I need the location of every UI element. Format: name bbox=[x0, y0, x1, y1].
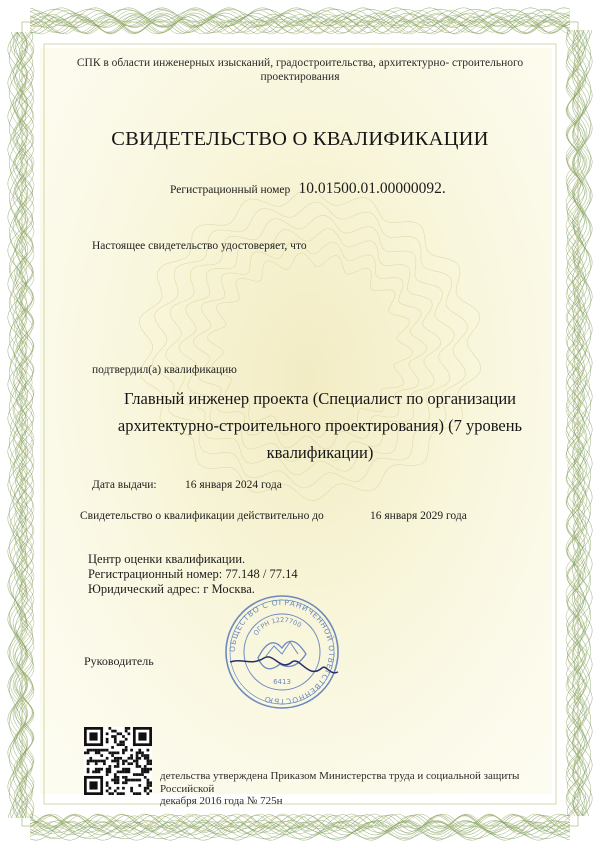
registration-line bbox=[170, 180, 446, 198]
confirmed-text: подтвердил(а) квалификацию bbox=[92, 364, 237, 376]
issue-date: 16 января 2024 года bbox=[185, 479, 282, 491]
footer-line-1: детельства утверждена Приказом Министерства труда и социальной защиты Российской bbox=[160, 770, 520, 795]
qr-code bbox=[84, 727, 152, 795]
center-address: Юридический адрес: г Москва. bbox=[88, 582, 255, 596]
certifies-text: Настоящее свидетельство удостоверяет, что bbox=[92, 240, 307, 252]
svg-text:ОГРН 1227700: ОГРН 1227700 bbox=[251, 615, 303, 638]
legal-footer bbox=[160, 770, 555, 808]
issue-date-label: Дата выдачи: bbox=[92, 479, 157, 491]
qualification-block bbox=[110, 385, 530, 466]
svg-text:6413: 6413 bbox=[273, 678, 291, 686]
center-registration: Регистрационный номер: 77.148 / 77.14 bbox=[88, 567, 298, 581]
issuer-header: СПК в области инженерных изысканий, градостроительства, архитектурно- строительного проектирования bbox=[76, 57, 524, 83]
registration-label: Регистрационный номер bbox=[170, 184, 291, 196]
registration-number: 10.01500.01.00000092. bbox=[298, 180, 446, 197]
footer-line-2: декабря 2016 года № 725н bbox=[160, 795, 283, 807]
qualification-line-2: архитектурно-строительного проектирования) (7 уровень bbox=[117, 416, 523, 435]
svg-text:ОБЩЕСТВО С ОГРАНИЧЕННОЙ ОТВЕТС: ОБЩЕСТВО С ОГРАНИЧЕННОЙ ОТВЕТСТВЕННОСТЬЮ bbox=[227, 597, 337, 707]
validity-date: 16 января 2029 года bbox=[370, 510, 467, 522]
head-label: Руководитель bbox=[84, 654, 154, 668]
assessment-center-info bbox=[88, 552, 298, 597]
qualification-line-1: Главный инженер проекта (Специалист по организации bbox=[123, 389, 517, 408]
center-name: Центр оценки квалификации. bbox=[88, 552, 246, 566]
qualification-line-3: квалификации) bbox=[266, 443, 374, 462]
company-seal-stamp bbox=[222, 592, 342, 712]
certificate-title: СВИДЕТЕЛЬСТВО О КВАЛИФИКАЦИИ bbox=[111, 128, 489, 150]
validity-label: Свидетельство о квалификации действительно до bbox=[80, 510, 324, 522]
